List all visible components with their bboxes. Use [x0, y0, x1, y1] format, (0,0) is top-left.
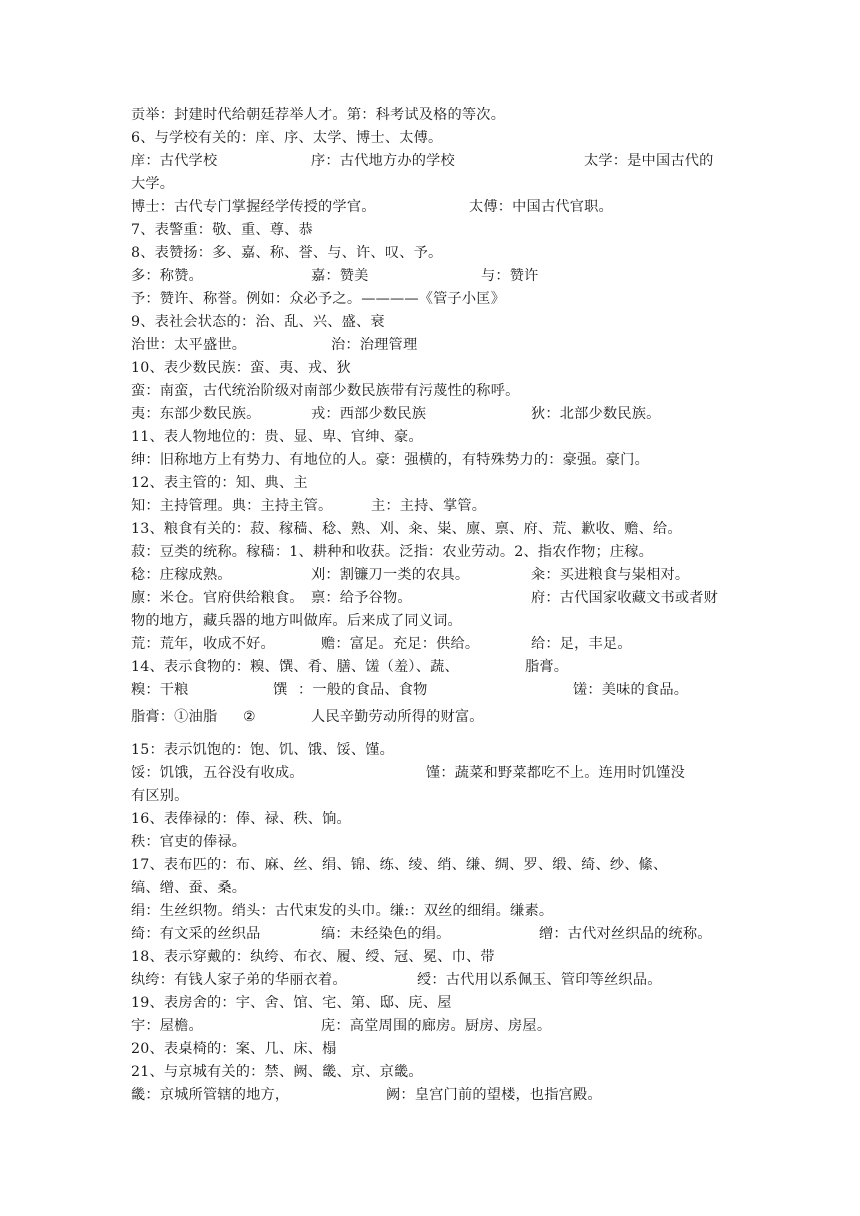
text-segment: 馐：美味的食品。	[573, 682, 689, 698]
text-line	[131, 427, 423, 447]
text-line	[131, 1062, 423, 1082]
text-segment: 庑：高堂周围的廊房。厨房、房屋。	[321, 1018, 552, 1034]
text-segment: 物的地方，藏兵器的地方叫做库。后来成了同义词。	[131, 613, 462, 629]
text-segment: 20、表桌椅的：案、几、床、榻	[131, 1041, 337, 1057]
text-segment: 6、与学校有关的：庠、序、太学、博士、太傅。	[131, 130, 443, 146]
text-line	[131, 878, 246, 898]
text-line	[131, 312, 385, 332]
text-segment: 与：赞许	[481, 268, 539, 284]
text-segment: 荒：荒年，收成不好。	[131, 636, 275, 652]
text-segment: 14、表示食物的：糗、馔、肴、膳、馐（羞）、蔬、	[131, 659, 459, 675]
text-segment: 赡：富足。充足：供给。	[321, 636, 480, 652]
text-segment: 予：赞许、称誉。例如：众必予之。————《管子小匡》	[131, 291, 506, 307]
text-line	[131, 993, 452, 1013]
text-segment: 阙：皇宫门前的望楼，也指宫殿。	[386, 1087, 602, 1103]
text-line	[131, 174, 174, 194]
text-segment: 9、表社会状态的：治、乱、兴、盛、衰	[131, 314, 385, 330]
text-segment: 戎：西部少数民族	[311, 406, 427, 422]
text-segment: 有区别。	[131, 788, 189, 804]
text-line	[131, 358, 351, 378]
text-segment: 太学：是中国古代的	[584, 153, 714, 169]
text-segment: 糗：干粮	[131, 682, 189, 698]
text-segment: 绢：生丝织物。绡头：古代束发的头巾。缣:：双丝的细绢。缣素。	[131, 903, 554, 919]
text-segment: 畿：京城所管辖的地方，	[131, 1087, 290, 1103]
text-segment: 贡举：封建时代给朝廷荐举人才。第：科考试及格的等次。	[131, 107, 506, 123]
text-segment: 脂膏：①油脂	[131, 709, 218, 725]
text-segment: 太傅：中国古代官职。	[469, 199, 613, 215]
text-segment: 缯：古代对丝织品的统称。	[539, 926, 712, 942]
text-segment: 知：主持管理。典：主持主管。	[131, 498, 333, 514]
text-segment: 菽：豆类的统称。稼穑：1、耕种和收获。泛指：农业劳动。2、指农作物；庄稼。	[131, 544, 654, 560]
text-segment: 治世：太平盛世。	[131, 337, 247, 353]
text-segment: 馔	[273, 682, 288, 698]
text-line	[131, 243, 442, 263]
text-segment: 大学。	[131, 176, 175, 192]
text-segment: 15：表示饥饱的：饱、饥、饿、馁、馑。	[131, 742, 395, 758]
text-segment: ②	[243, 709, 256, 725]
text-segment: 缟、缯、蚕、桑。	[131, 880, 247, 896]
text-segment: 21、与京城有关的：禁、阙、畿、京、京畿。	[131, 1064, 423, 1080]
text-segment: 16、表俸禄的：俸、禄、秩、饷。	[131, 811, 351, 827]
text-line	[131, 289, 505, 309]
text-segment: 府：古代国家收藏文书或者财	[531, 590, 719, 606]
text-line	[131, 220, 313, 240]
text-segment: 给：足，丰足。	[531, 636, 632, 652]
text-segment: 嘉：赞美	[311, 268, 369, 284]
text-segment: 馑：蔬菜和野菜都吃不上。连用时饥馑没	[426, 765, 685, 781]
text-segment: ：一般的食品、食物	[298, 682, 428, 698]
text-segment: 序：古代地方办的学校	[311, 153, 455, 169]
text-segment: 缟：未经染色的绢。	[321, 926, 451, 942]
text-segment: 宇：屋檐。	[131, 1018, 203, 1034]
text-segment: 10、表少数民族：蛮、夷、戎、狄	[131, 360, 351, 376]
text-line	[131, 519, 682, 539]
text-segment: 庠：古代学校	[131, 153, 218, 169]
text-segment: 11、表人物地位的：贵、显、卑、官绅、豪。	[131, 429, 423, 445]
text-segment: 馁：饥饿，五谷没有收成。	[131, 765, 304, 781]
text-segment: 12、表主管的：知、典、主	[131, 475, 308, 491]
text-line	[131, 128, 442, 148]
text-line	[131, 832, 246, 852]
text-segment: 绮：有文采的丝织品	[131, 926, 261, 942]
text-segment: 18、表示穿戴的：纨绔、布衣、履、绶、冠、冕、巾、带	[131, 949, 495, 965]
text-segment: 7、表警重：敬、重、尊、恭	[131, 222, 313, 238]
text-line	[131, 473, 308, 493]
text-line	[131, 611, 462, 631]
text-line	[131, 947, 495, 967]
text-segment: 人民辛勤劳动所得的财富。	[311, 709, 484, 725]
text-segment: 多：称赞。	[131, 268, 203, 284]
text-segment: 稔：庄稼成熟。	[131, 567, 232, 583]
text-segment: 夷：东部少数民族。	[131, 406, 261, 422]
text-segment: 绶：古代用以系佩玉、管印等丝织品。	[417, 972, 662, 988]
text-segment: 脂膏。	[525, 659, 569, 675]
text-segment: 刈：割镰刀一类的农具。	[311, 567, 470, 583]
text-line	[131, 542, 653, 562]
text-segment: 绅：旧称地方上有势力、有地位的人。豪：强横的，有特殊势力的：豪强。豪门。	[131, 452, 649, 468]
text-line	[131, 809, 351, 829]
text-line	[131, 855, 667, 875]
text-segment: 治：治理管理	[331, 337, 418, 353]
text-segment: 8、表赞扬：多、嘉、称、誉、与、许、叹、予。	[131, 245, 443, 261]
text-segment: 禀：给予谷物。	[311, 590, 412, 606]
text-segment: 19、表房舍的：宇、舍、馆、宅、第、邸、庑、屋	[131, 995, 452, 1011]
text-segment: 博士：古代专门掌握经学传授的学官。	[131, 199, 376, 215]
text-segment: 17、表布匹的：布、麻、丝、绢、锦、练、绫、绡、缣、绸、罗、缎、绮、纱、絛、	[131, 857, 668, 873]
text-segment: 13、粮食有关的：菽、稼穑、稔、熟、刈、籴、粜、廪、禀、府、荒、歉收、赡、给。	[131, 521, 682, 537]
text-line	[131, 786, 189, 806]
text-segment: 主：主持、掌管。	[371, 498, 487, 514]
text-segment: 籴：买进粮食与粜相对。	[531, 567, 690, 583]
text-line	[131, 381, 519, 401]
text-line	[131, 740, 394, 760]
text-segment: 狄：北部少数民族。	[531, 406, 661, 422]
text-line	[131, 105, 505, 125]
text-line	[131, 450, 649, 470]
text-segment: 秩：官吏的俸禄。	[131, 834, 247, 850]
text-segment: 蛮：南蛮，古代统治阶级对南部少数民族带有污蔑性的称呼。	[131, 383, 520, 399]
text-segment: 廪：米仓。官府供给粮食。	[131, 590, 304, 606]
text-line	[131, 1039, 337, 1059]
text-line	[131, 901, 553, 921]
text-segment: 纨绔：有钱人家子弟的华丽衣着。	[131, 972, 347, 988]
